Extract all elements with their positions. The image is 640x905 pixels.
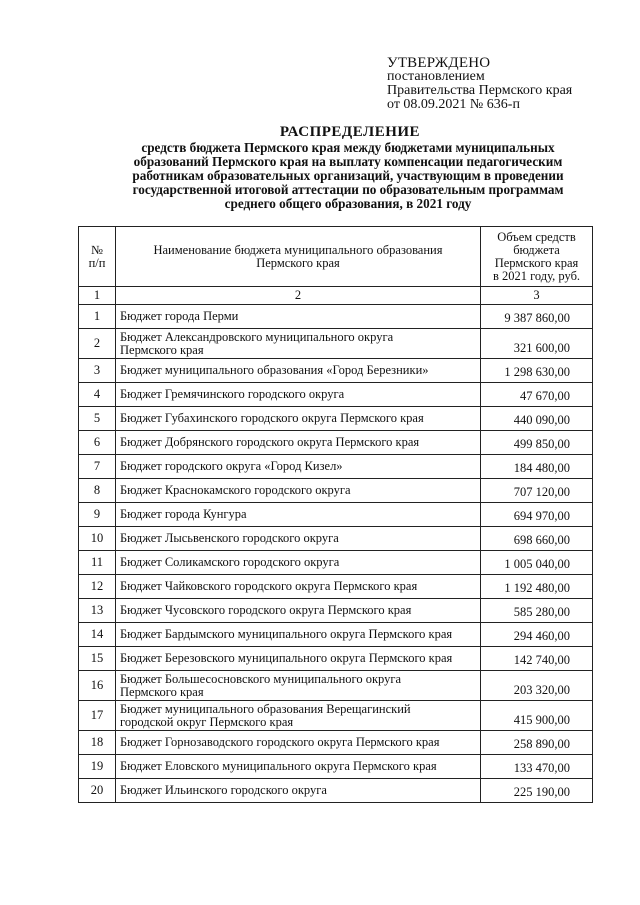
document-subtitle: [86, 141, 610, 211]
row-number: 2: [79, 329, 116, 359]
budget-amount: 698 660,00: [481, 527, 593, 551]
column-index-row: [79, 287, 593, 305]
budget-name-line: Бюджет Бардымского муниципального округа Пермского края: [120, 627, 453, 641]
budget-name-line: Бюджет Добрянского городского округа Пермского края: [120, 435, 420, 449]
table-row: [79, 623, 593, 647]
header-name: [116, 227, 481, 287]
budget-name-line: городской округ Пермского края: [120, 714, 294, 729]
budget-name: [116, 599, 481, 623]
budget-name: [116, 479, 481, 503]
budget-amount: 9 387 860,00: [481, 305, 593, 329]
header-name-line: Наименование бюджета муниципального образования: [153, 242, 443, 257]
table-row: [79, 503, 593, 527]
row-number: 8: [79, 479, 116, 503]
budget-name: [116, 779, 481, 803]
budget-name-line: Бюджет городского округа «Город Кизел»: [120, 459, 343, 473]
table-row: [79, 329, 593, 359]
budget-name: [116, 731, 481, 755]
budget-name-line: Бюджет города Кунгура: [120, 507, 247, 521]
table-row: [79, 479, 593, 503]
row-number: 6: [79, 431, 116, 455]
budget-name: [116, 671, 481, 701]
budget-name: [116, 305, 481, 329]
budget-name: [116, 503, 481, 527]
budget-amount: 47 670,00: [481, 383, 593, 407]
budget-name: [116, 407, 481, 431]
row-number: 5: [79, 407, 116, 431]
budget-name-line: Бюджет муниципального образования Верещагинский: [120, 701, 411, 716]
budget-amount: 184 480,00: [481, 455, 593, 479]
budget-name-line: Бюджет Чусовского городского округа Пермского края: [120, 603, 412, 617]
budget-name-line: Бюджет Лысьвенского городского округа: [120, 531, 339, 545]
column-index: 3: [481, 287, 593, 305]
budget-name-line: Бюджет Гремячинского городского округа: [120, 387, 345, 401]
budget-name: [116, 623, 481, 647]
row-number: 7: [79, 455, 116, 479]
budget-name: [116, 527, 481, 551]
budget-name: [116, 359, 481, 383]
budget-amount: 294 460,00: [481, 623, 593, 647]
table-row: [79, 455, 593, 479]
budget-amount: 321 600,00: [481, 329, 593, 359]
row-number: 15: [79, 647, 116, 671]
distribution-table: [78, 226, 593, 803]
budget-amount: 1 298 630,00: [481, 359, 593, 383]
document-title: РАСПРЕДЕЛЕНИЕ: [279, 124, 421, 140]
table-row: [79, 551, 593, 575]
row-number: 13: [79, 599, 116, 623]
budget-amount: 133 470,00: [481, 755, 593, 779]
budget-amount: 142 740,00: [481, 647, 593, 671]
budget-name-line: Пермского края: [120, 684, 204, 699]
row-number: 3: [79, 359, 116, 383]
budget-name: [116, 701, 481, 731]
subtitle-line: государственной итоговой аттестации по образовательным программам: [132, 182, 564, 197]
budget-name-line: Бюджет Краснокамского городского округа: [120, 483, 351, 497]
subtitle-line: образований Пермского края на выплату компенсации педагогическим: [133, 154, 563, 169]
budget-amount: 415 900,00: [481, 701, 593, 731]
header-number: [79, 227, 116, 287]
budget-name-line: Бюджет Губахинского городского округа Пермского края: [120, 411, 424, 425]
table-row: [79, 599, 593, 623]
budget-name: [116, 575, 481, 599]
header-number-line: №: [91, 242, 103, 257]
table-row: [79, 305, 593, 329]
column-index: 2: [116, 287, 481, 305]
budget-amount: 585 280,00: [481, 599, 593, 623]
budget-amount: 1 192 480,00: [481, 575, 593, 599]
budget-name-line: Бюджет Березовского муниципального округа Пермского края: [120, 651, 453, 665]
header-number-line: п/п: [88, 255, 106, 270]
approval-line: постановлением: [387, 69, 485, 84]
header-name-line: Пермского края: [256, 255, 340, 270]
budget-amount: 225 190,00: [481, 779, 593, 803]
row-number: 19: [79, 755, 116, 779]
table-row: [79, 359, 593, 383]
budget-amount: 499 850,00: [481, 431, 593, 455]
row-number: 14: [79, 623, 116, 647]
budget-amount: 694 970,00: [481, 503, 593, 527]
table-row: [79, 575, 593, 599]
table-header-row: [79, 227, 593, 287]
row-number: 4: [79, 383, 116, 407]
approval-block: [387, 56, 572, 112]
row-number: 9: [79, 503, 116, 527]
approval-line: Правительства Пермского края: [387, 83, 573, 98]
table-row: [79, 755, 593, 779]
table-row: [79, 383, 593, 407]
approval-heading: УТВЕРЖДЕНО: [387, 55, 491, 71]
subtitle-line: средств бюджета Пермского края между бюджетами муниципальных: [141, 140, 555, 155]
column-index: 1: [79, 287, 116, 305]
budget-name: [116, 755, 481, 779]
header-amount-line: бюджета: [513, 242, 560, 257]
budget-name-line: Бюджет Чайковского городского округа Пермского края: [120, 579, 418, 593]
header-amount-line: в 2021 году, руб.: [492, 268, 581, 283]
budget-name: [116, 431, 481, 455]
budget-amount: 258 890,00: [481, 731, 593, 755]
budget-name: [116, 551, 481, 575]
budget-name: [116, 455, 481, 479]
budget-amount: 203 320,00: [481, 671, 593, 701]
row-number: 16: [79, 671, 116, 701]
budget-amount: 707 120,00: [481, 479, 593, 503]
budget-name-line: Бюджет Александровского муниципального округа: [120, 329, 394, 344]
table-row: [79, 701, 593, 731]
subtitle-line: среднего общего образования, в 2021 году: [224, 196, 472, 211]
header-amount: [481, 227, 593, 287]
table-row: [79, 779, 593, 803]
budget-name-line: Бюджет Соликамского городского округа: [120, 555, 340, 569]
table-row: [79, 527, 593, 551]
budget-name-line: Бюджет Большесосновского муниципального округа: [120, 671, 402, 686]
row-number: 12: [79, 575, 116, 599]
row-number: 18: [79, 731, 116, 755]
approval-date: от 08.09.2021 № 636-п: [387, 97, 520, 112]
budget-amount: 440 090,00: [481, 407, 593, 431]
row-number: 10: [79, 527, 116, 551]
table-row: [79, 647, 593, 671]
budget-name-line: Бюджет Ильинского городского округа: [120, 783, 327, 797]
table-row: [79, 671, 593, 701]
budget-name: [116, 329, 481, 359]
row-number: 11: [79, 551, 116, 575]
row-number: 1: [79, 305, 116, 329]
table-row: [79, 731, 593, 755]
header-amount-line: Пермского края: [494, 255, 579, 270]
budget-name: [116, 383, 481, 407]
budget-name-line: Бюджет Еловского муниципального округа Пермского края: [120, 759, 437, 773]
budget-name-line: Бюджет муниципального образования «Город Березники»: [120, 363, 429, 377]
budget-name: [116, 647, 481, 671]
table-row: [79, 431, 593, 455]
budget-name-line: Бюджет города Перми: [120, 309, 239, 323]
subtitle-line: работникам образовательных организаций, участвующим в проведении: [132, 168, 564, 183]
budget-name-line: Бюджет Горнозаводского городского округа Пермского края: [120, 735, 440, 749]
budget-name-line: Пермского края: [120, 342, 204, 357]
table-row: [79, 407, 593, 431]
budget-amount: 1 005 040,00: [481, 551, 593, 575]
row-number: 20: [79, 779, 116, 803]
row-number: 17: [79, 701, 116, 731]
header-amount-line: Объем средств: [497, 229, 576, 244]
